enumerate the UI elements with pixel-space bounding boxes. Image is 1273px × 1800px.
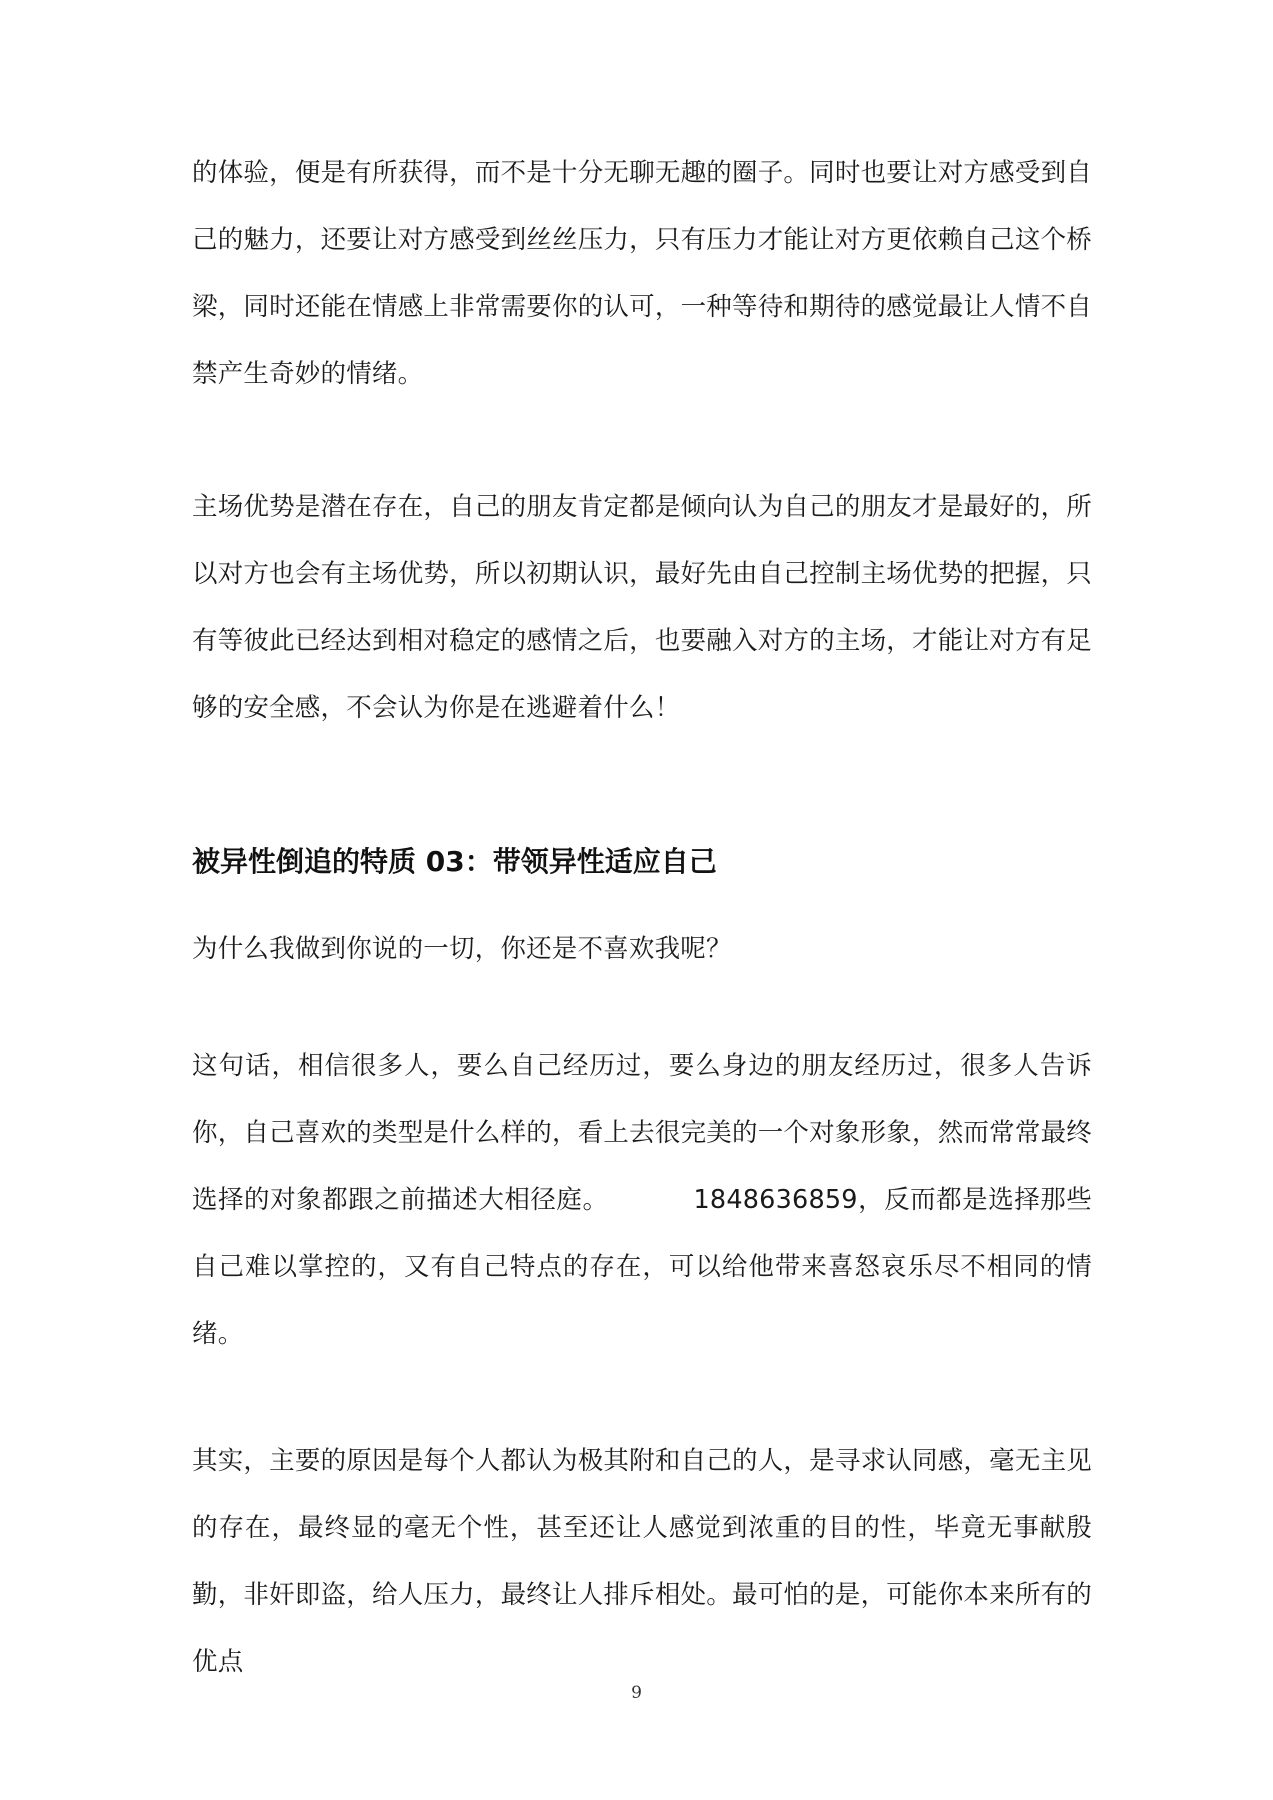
heading-spacer (192, 882, 1092, 916)
paragraph-preferences-text-start: 这句话，相信很多人，要么自己经历过，要么身边的朋友经历过，很多人告诉你，自己喜欢的类型是什么样的，看上去很完美的一个对象形象，然而常常最终选择的对象都跟之前描述大相径庭。 (192, 1051, 1092, 1215)
paragraph-question: 为什么我做到你说的一切，你还是不喜欢我呢？ (192, 934, 732, 964)
paragraph-home-advantage: 主场优势是潜在存在，自己的朋友肯定都是倾向认为自己的朋友才是最好的，所以对方也会有主场优势，所以初期认识，最好先由自己控制主场优势的把握，只有等彼此已经达到相对稳定的感情之后，也要融入对方的主场，才能让对方有足够的安全感，不会认为你是在逃避着什么！ (192, 492, 1092, 723)
section-heading: 被异性倒追的特质 03：带领异性适应自己 (192, 845, 717, 878)
paragraph-spacer (192, 983, 1092, 1033)
paragraph-preferences-text-end: ，反而都是选择那些自己难以掌控的，又有自己特点的存在，可以给他带来喜怒哀乐尽不相同的情绪。 (192, 1185, 1092, 1349)
contact-number: 1848636859 (693, 1185, 858, 1215)
paragraph-reason: 其实，主要的原因是每个人都认为极其附和自己的人，是寻求认同感，毫无主见的存在，最终显的毫无个性，甚至还让人感觉到浓重的目的性，毕竟无事献殷勤，非奸即盗，给人压力，最终让人排斥相处。最可怕的是，可能你本来所有的优点 (192, 1446, 1092, 1677)
paragraph-preferences (192, 1033, 1092, 1368)
page-number: 9 (631, 1683, 642, 1703)
paragraph-spacer (192, 1368, 1092, 1428)
page-content (192, 140, 1092, 1696)
paragraph-experience: 的体验，便是有所获得，而不是十分无聊无趣的圈子。同时也要让对方感受到自己的魅力，还要让对方感受到丝丝压力，只有压力才能让对方更依赖自己这个桥梁，同时还能在情感上非常需要你的认可，一种等待和期待的感觉最让人情不自禁产生奇妙的情绪。 (192, 158, 1092, 389)
section-spacer (192, 742, 1092, 842)
paragraph-spacer (192, 408, 1092, 474)
